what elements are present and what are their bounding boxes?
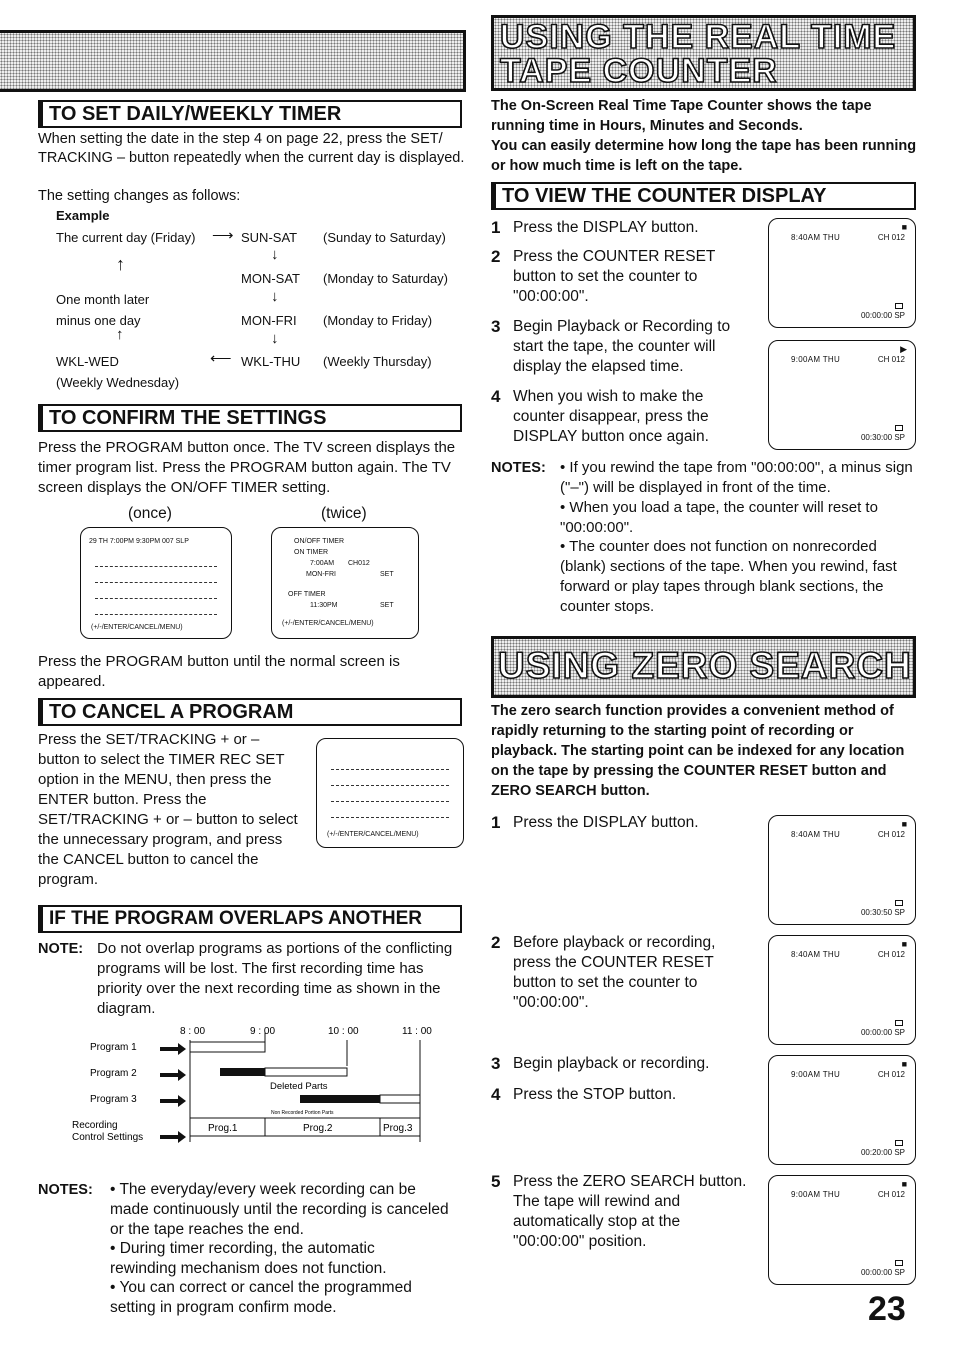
set1: SET [380, 571, 394, 578]
zero-search-title: USING ZERO SEARCH [498, 645, 912, 686]
list-header: 29 TH 7:00PM 9:30PM 007 SLP [89, 538, 189, 545]
counter-heading: TO VIEW THE COUNTER DISPLAY [491, 182, 916, 210]
daily-weekly-heading: TO SET DAILY/WEEKLY TIMER [38, 100, 462, 128]
counter-intro-2: You can easily determine how long the tape has been running or how much time is left on the tape. [491, 138, 917, 174]
arrow-up-icon: ↑ [116, 254, 125, 274]
cancel-list-screen [316, 738, 464, 848]
daily-weekly-intro: When setting the date in the step 4 on page 22, press the SET/ TRACKING – button repeatedly when the current day is displayed. [38, 131, 465, 166]
on-timer: ON TIMER [294, 549, 329, 556]
counter-intro-1: The On-Screen Real Time Tape Counter shows the tape running time in Hours, Minutes and Seconds. [491, 98, 872, 134]
tape-icon [895, 1020, 903, 1026]
zero-step: 2 Before playback or recording, press the COUNTER RESET button to set the counter to "00:00:00". [491, 933, 716, 1011]
zero-intro: The zero search function provides a convenient method of rapidly returning to the starting point of recording or playback. The starting point can be indexed for any location on the tape by pressing the COUNTER RESET button and ZERO SEARCH button. [491, 703, 905, 799]
onoff-footer: (+/-/ENTER/CANCEL/MENU) [282, 620, 374, 627]
overlap-heading: IF THE PROGRAM OVERLAPS ANOTHER [38, 905, 462, 933]
cancel-body: Press the SET/TRACKING + or – button to select the TIMER REC SET option in the MENU, then press the ENTER button. Press the SET/TRACKING + or – button to select the unnecessary program, and press the CANCEL button to cancel the program. [38, 731, 298, 888]
tv-screen: ■ 8:40AM THU CH 012 00:30:50 SP [768, 815, 916, 925]
tv-screen: ■ 8:40AM THU CH 012 00:00:00 SP [768, 935, 916, 1045]
onoff-title: ON/OFF TIMER [294, 538, 345, 545]
real-time-title-2: TAPE COUNTER [500, 52, 778, 90]
example-label: Example [56, 208, 110, 223]
overlap-note: Do not overlap programs as portions of the conflicting programs will be lost. The first recording time has priority over the next recording time as shown in the diagram. [97, 940, 453, 1017]
once-label: (once) [128, 505, 172, 522]
twice-label: (twice) [321, 505, 367, 522]
wkl-wed-desc: (Weekly Wednesday) [56, 375, 180, 390]
overlap-diagram [60, 1022, 440, 1148]
tv-screen: ▶ 9:00AM THU CH 012 00:30:00 SP [768, 340, 916, 450]
zero-step: 1 Press the DISPLAY button. [491, 813, 699, 832]
wkl-thu-desc: (Weekly Thursday) [323, 354, 432, 369]
arrow-down-icon: ↓ [271, 288, 279, 305]
counter-note-item: • If you rewind the tape from "00:00:00", a minus sign ("–") will be displayed in front of the time. [560, 459, 913, 496]
row-label: Control Settings [72, 1132, 144, 1143]
overlap-notes-label: NOTES: [38, 1182, 93, 1198]
zero-step: 5 Press the ZERO SEARCH button. The tape will rewind and automatically stop at the "00:00:00" position. [491, 1172, 747, 1250]
set2: SET [380, 602, 394, 609]
arrow-down-icon: ↓ [271, 330, 279, 347]
tv-screen: ■ 9:00AM THU CH 012 00:20:00 SP [768, 1055, 916, 1165]
off-timer: OFF TIMER [288, 591, 326, 598]
zero-step: 4 Press the STOP button. [491, 1085, 677, 1104]
wkl-thu: WKL-THU [241, 354, 301, 369]
counter-notes-label: NOTES: [491, 460, 546, 476]
prog-label: Prog.2 [303, 1123, 333, 1134]
program-list-screen [80, 527, 232, 639]
tape-icon [895, 1260, 903, 1266]
non-recorded-label: Non Recorded Portion Parts [271, 1110, 334, 1116]
current-day: The current day (Friday) [56, 230, 196, 245]
counter-step: 2 Press the COUNTER RESET button to set the counter to "00:00:00". [491, 247, 716, 305]
counter-note-item: • When you load a tape, the counter will reset to "00:00:00". [560, 499, 878, 536]
overlap-note-label: NOTE: [38, 941, 84, 957]
sun-sat-desc: (Sunday to Saturday) [323, 230, 446, 245]
counter-note-item: • The counter does not function on nonrecorded (blank) sections of the tape. When you rewind, fast forward or play tapes through blank sections, the counter stops. [560, 538, 897, 615]
on-days: MON-FRI [306, 571, 336, 578]
prog-label: Prog.3 [383, 1123, 413, 1134]
mon-sat-desc: (Monday to Saturday) [323, 271, 449, 286]
tape-icon [895, 1140, 903, 1146]
tv-screen: ■ 9:00AM THU CH 012 00:00:00 SP [768, 1175, 916, 1285]
on-channel: CH012 [348, 560, 370, 567]
on-time: 7:00AM [310, 560, 335, 567]
list-footer: (+/-/ENTER/CANCEL/MENU) [91, 624, 183, 631]
mon-fri: MON-FRI [241, 313, 297, 328]
time-label-8: 8 : 00 [180, 1026, 206, 1037]
top-left-banner [0, 30, 466, 92]
wkl-wed: WKL-WED [56, 354, 119, 369]
tv-screen: ■ 8:40AM THU CH 012 00:00:00 SP [768, 218, 916, 328]
one-month-1: One month later [56, 292, 150, 307]
row-label: Program 1 [90, 1042, 137, 1053]
confirm-heading: TO CONFIRM THE SETTINGS [38, 404, 462, 432]
arrow-up-icon: ↑ [116, 326, 124, 343]
real-time-title-1: USING THE REAL TIME [500, 18, 897, 56]
prog-label: Prog.1 [208, 1123, 238, 1134]
overlap-note-item: • During timer recording, the automatic rewinding mechanism does not function. [110, 1240, 387, 1277]
confirm-after: Press the PROGRAM button until the normal screen is appeared. [38, 653, 400, 690]
mon-fri-desc: (Monday to Friday) [323, 313, 433, 328]
cancel-footer: (+/-/ENTER/CANCEL/MENU) [327, 831, 419, 838]
cancel-heading: TO CANCEL A PROGRAM [38, 698, 462, 726]
off-time: 11:30PM [310, 602, 338, 609]
tape-icon [895, 900, 903, 906]
onoff-timer-screen [271, 527, 419, 639]
counter-step: 1 Press the DISPLAY button. [491, 218, 699, 237]
confirm-body: Press the PROGRAM button once. The TV screen displays the timer program list. Press the PROGRAM button again. The TV screen displays the ON/OFF TIMER setting. [38, 439, 456, 496]
mon-sat: MON-SAT [241, 271, 300, 286]
counter-step: 4 When you wish to make the counter disappear, press the DISPLAY button once again. [491, 387, 709, 445]
tape-icon [895, 303, 903, 309]
daily-weekly-changes: The setting changes as follows: [38, 188, 241, 204]
row-label: Recording [72, 1120, 118, 1131]
time-label-10: 10 : 00 [328, 1026, 359, 1037]
one-month-2: minus one day [56, 313, 141, 328]
time-label-9: 9 : 00 [250, 1026, 276, 1037]
zero-step: 3 Begin playback or recording. [491, 1054, 710, 1073]
counter-step: 3 Begin Playback or Recording to start the tape, the counter will display the elapsed time. [491, 317, 731, 375]
arrow-left-icon: ⟵ [210, 350, 232, 367]
sun-sat: SUN-SAT [241, 230, 298, 245]
arrow-down-icon: ↓ [271, 246, 279, 263]
overlap-note-item: • The everyday/every week recording can be made continuously until the recording is canceled or the tape reaches the end. [110, 1181, 449, 1238]
arrow-right-icon: ⟶ [212, 227, 234, 244]
page-number: 23 [868, 1290, 906, 1328]
time-label-11: 11 : 00 [402, 1026, 432, 1037]
row-label: Program 2 [90, 1068, 137, 1079]
overlap-note-item: • You can correct or cancel the programmed setting in program confirm mode. [110, 1279, 412, 1316]
row-label: Program 3 [90, 1094, 137, 1105]
tape-icon [895, 425, 903, 431]
deleted-parts-label: Deleted Parts [270, 1081, 328, 1092]
